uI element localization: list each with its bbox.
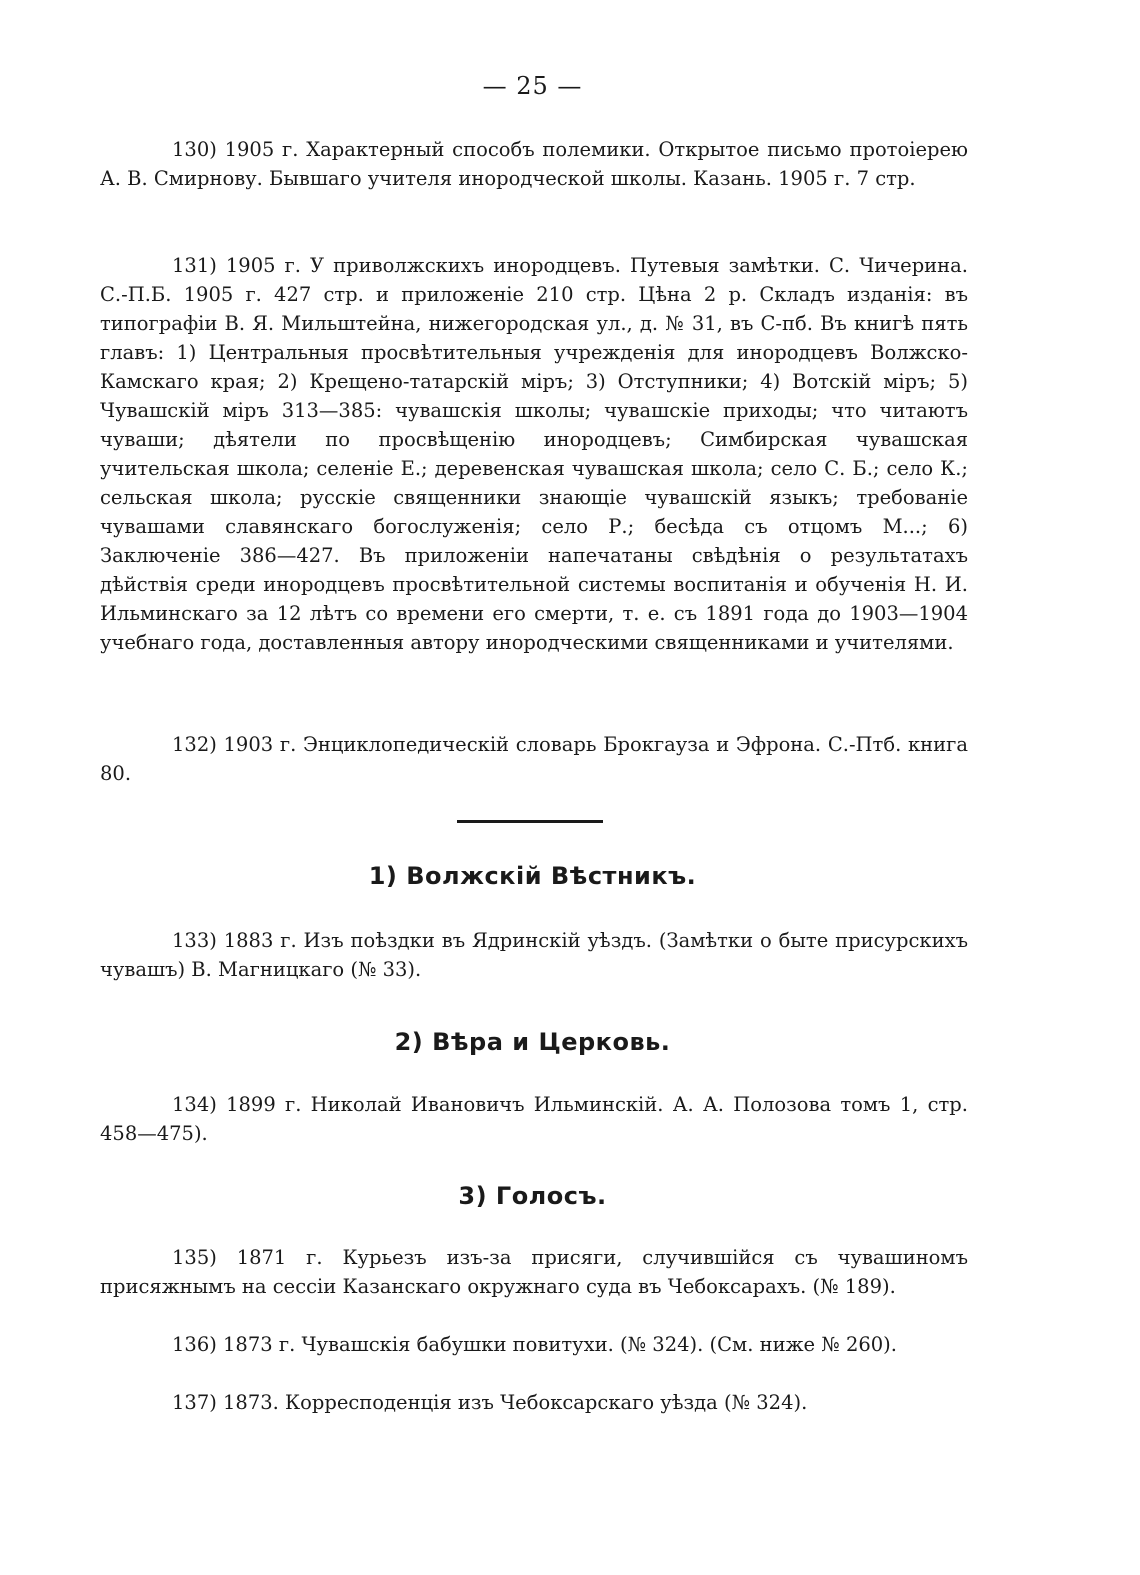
entry-130: 130) 1905 г. Характерный способъ полемики. Открытое письмо протоіерею А. В. Смирнову. Бывшаго учителя инородческой школы. Казань. 1905 г. 7 стр. — [100, 138, 968, 190]
entry-134: 134) 1899 г. Николай Ивановичъ Ильминскій. А. А. Полозова томъ 1, стр. 458—475). — [100, 1093, 968, 1145]
entry-137: 137) 1873. Корресподенція изъ Чебоксарскаго уѣзда (№ 324). — [172, 1391, 808, 1414]
entry-135: 135) 1871 г. Курьезъ изъ-за присяги, случившійся съ чувашиномъ присяжнымъ на сессіи Казанскаго окружнаго суда въ Чебоксарахъ. (№ 189). — [100, 1246, 968, 1298]
section-divider — [457, 820, 603, 823]
heading-volzhsky-vestnik: 1) Волжскій Вѣстникъ. — [368, 862, 697, 890]
heading-golos: 3) Голосъ. — [458, 1182, 607, 1210]
page-number: — 25 — — [482, 72, 583, 100]
entry-132: 132) 1903 г. Энциклопедическій словарь Брокгауза и Эфрона. С.-Птб. книга 80. — [100, 733, 968, 785]
entry-131: 131) 1905 г. У приволжскихъ инородцевъ. Путевыя замѣтки. С. Чичерина. С.-П.Б. 1905 г. 427 стр. и приложеніе 210 стр. Цѣна 2 р. Складъ изданія: въ типографіи В. Я. Мильштейна, нижегородская ул., д. № 31, въ С-пб. Въ книгѣ пять главъ: 1) Центральныя просвѣтительныя учрежденія для инородцевъ Волжско-Камскаго края; 2) Крещено-татарскій міръ; 3) Отступники; 4) Вотскій міръ; 5) Чувашскій міръ 313—385: чувашскія школы; чувашскіе приходы; что читаютъ чуваши; дѣятели по просвѣщенію инородцевъ; Симбирская чувашская учительская школа; селеніе Е.; деревенская чувашская школа; село С. Б.; село К.; сельская школа; русскіе священники знающіе чувашскій языкъ; требованіе чувашами славянскаго богослуженія; село Р.; бесѣда съ отцомъ М...; 6) Заключеніе 386—427. Въ приложеніи напечатаны свѣдѣнія о результатахъ дѣйствія среди инородцевъ просвѣтительной системы воспитанія и обученія Н. И. Ильминскаго за 12 лѣтъ со времени его смерти, т. е. съ 1891 года до 1903—1904 учебнаго года, доставленныя автору инородческими священниками и учителями. — [100, 254, 968, 654]
entry-133: 133) 1883 г. Изъ поѣздки въ Ядринскій уѣздъ. (Замѣтки о быте присурскихъ чувашъ) В. Магницкаго (№ 33). — [100, 929, 968, 981]
entry-136: 136) 1873 г. Чувашскія бабушки повитухи. (№ 324). (См. ниже № 260). — [172, 1333, 897, 1356]
heading-vera-i-tserkov: 2) Вѣра и Церковь. — [394, 1028, 671, 1056]
